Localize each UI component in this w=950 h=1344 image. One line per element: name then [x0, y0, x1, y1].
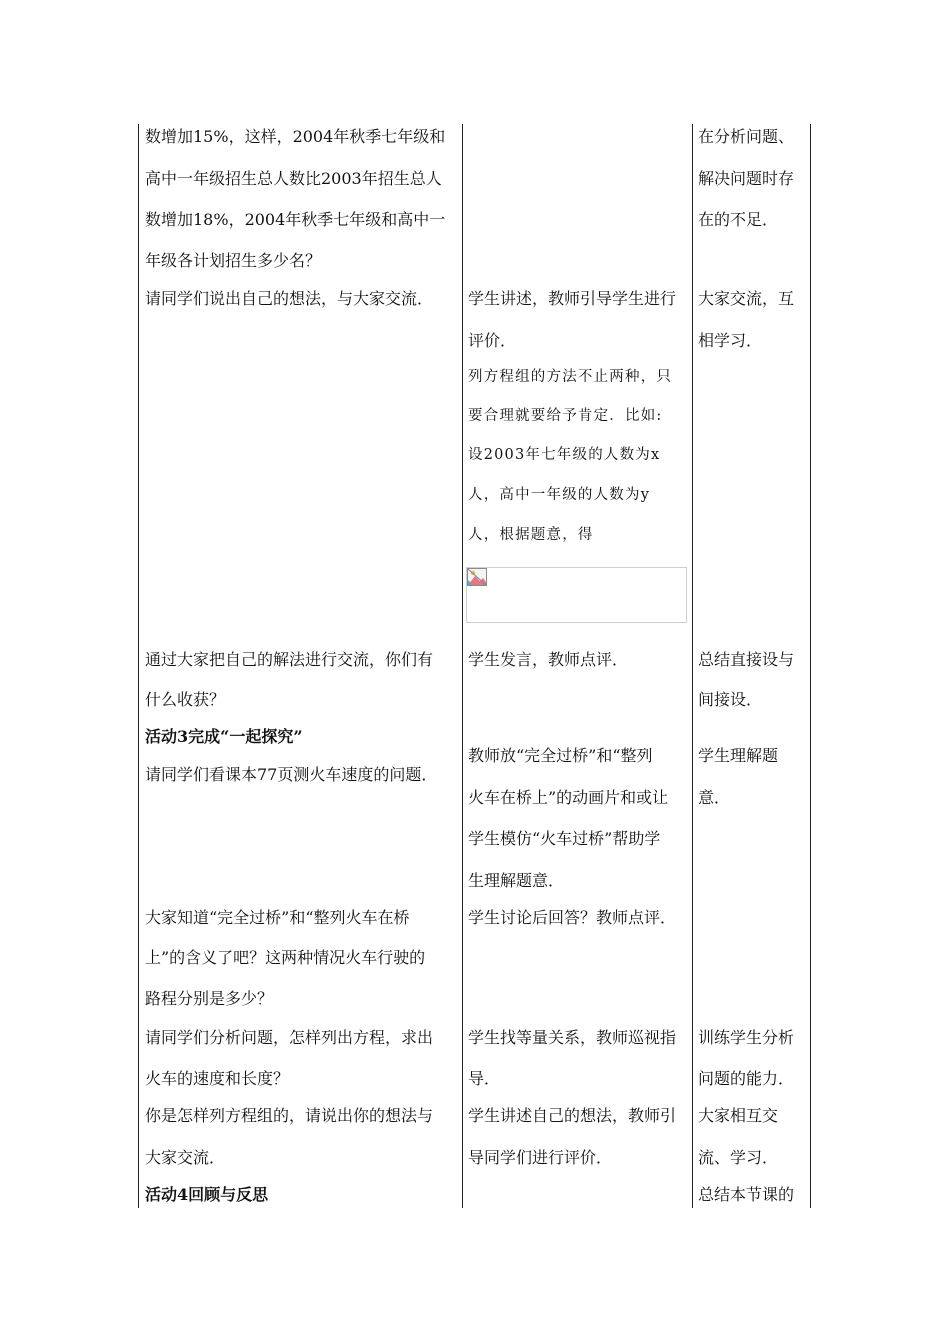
- col1-text-line: 请同学们说出自己的想法，与大家交流．: [145, 289, 434, 308]
- col3-text-line: 在分析问题、: [698, 127, 795, 146]
- col1-text-line: 大家交流．: [145, 1148, 226, 1167]
- col1-text-line: 通过大家把自己的解法进行交流，你们有: [145, 650, 434, 669]
- broken-image-icon: [467, 568, 487, 586]
- table-divider-2: [692, 124, 693, 1208]
- col3-text-line: 流、学习．: [698, 1148, 779, 1167]
- col1-text-line: 上”的含义了吧？这两种情况火车行驶的: [145, 948, 426, 967]
- col2-text-line: 要合理就要给予肯定．比如:: [468, 408, 663, 424]
- col1-text-line: 数增加18%，2004年秋季七年级和高中一: [145, 210, 446, 229]
- col2-text-line: 导同学们进行评价．: [468, 1148, 613, 1167]
- col3-text-line: 总结本节课的: [698, 1185, 795, 1204]
- col3-text-line: 在的不足．: [698, 210, 779, 229]
- col2-text-line: 学生发言，教师点评．: [468, 650, 629, 669]
- col2-text-line: 列方程组的方法不止两种，只: [468, 369, 673, 385]
- col3-text-line: 学生理解题: [698, 746, 779, 765]
- col3-text-line: 总结直接设与: [698, 650, 795, 669]
- col3-text-line: 相学习．: [698, 331, 763, 350]
- equation-image-placeholder: [466, 567, 687, 623]
- col1-text-line: 你是怎样列方程组的，请说出你的想法与: [145, 1106, 434, 1125]
- table-border-left: [138, 124, 139, 1208]
- col2-text-line: 火车在桥上”的动画片和或让: [468, 788, 669, 807]
- col3-text-line: 间接设．: [698, 690, 763, 709]
- col2-text-line: 学生找等量关系，教师巡视指: [468, 1028, 677, 1047]
- col1-text-line: 大家知道“完全过桥”和“整列火车在桥: [145, 908, 410, 927]
- col1-text-line: 什么收获？: [145, 690, 226, 709]
- table-border-right: [810, 124, 811, 1208]
- col3-text-line: 大家交流，互: [698, 289, 795, 308]
- activity-heading: 活动4回顾与反思: [145, 1185, 269, 1204]
- col2-text-line: 设2003年七年级的人数为x: [468, 447, 661, 463]
- activity-heading: 活动3完成“一起探究”: [145, 727, 303, 746]
- table-divider-1: [462, 124, 463, 1208]
- col1-text-line: 数增加15%，这样，2004年秋季七年级和: [145, 127, 446, 146]
- col1-text-line: 年级各计划招生多少名？: [145, 251, 322, 270]
- col3-text-line: 训练学生分析: [698, 1028, 795, 1047]
- col2-text-line: 教师放“完全过桥”和“整列: [468, 746, 653, 765]
- col1-text-line: 请同学们分析问题，怎样列出方程，求出: [145, 1028, 434, 1047]
- col3-text-line: 意．: [698, 788, 731, 807]
- col2-text-line: 评价．: [468, 331, 517, 350]
- col2-text-line: 人，根据题意，得: [468, 527, 594, 543]
- col2-text-line: 学生讲述，教师引导学生进行: [468, 289, 677, 308]
- col2-text-line: 人，高中一年级的人数为y: [468, 487, 651, 503]
- col2-text-line: 导．: [468, 1069, 501, 1088]
- col3-text-line: 大家相互交: [698, 1106, 779, 1125]
- col1-text-line: 高中一年级招生总人数比2003年招生总人: [145, 169, 442, 188]
- col2-text-line: 生理解题意．: [468, 871, 565, 890]
- col2-text-line: 学生讲述自己的想法，教师引: [468, 1106, 677, 1125]
- col2-text-line: 学生模仿“火车过桥”帮助学: [468, 829, 661, 848]
- col2-text-line: 学生讨论后回答？教师点评．: [468, 908, 677, 927]
- col1-text-line: 路程分别是多少？: [145, 989, 274, 1008]
- col1-text-line: 请同学们看课本77页测火车速度的问题．: [145, 765, 438, 784]
- col3-text-line: 问题的能力．: [698, 1069, 795, 1088]
- col1-text-line: 火车的速度和长度？: [145, 1069, 290, 1088]
- col3-text-line: 解决问题时存: [698, 169, 795, 188]
